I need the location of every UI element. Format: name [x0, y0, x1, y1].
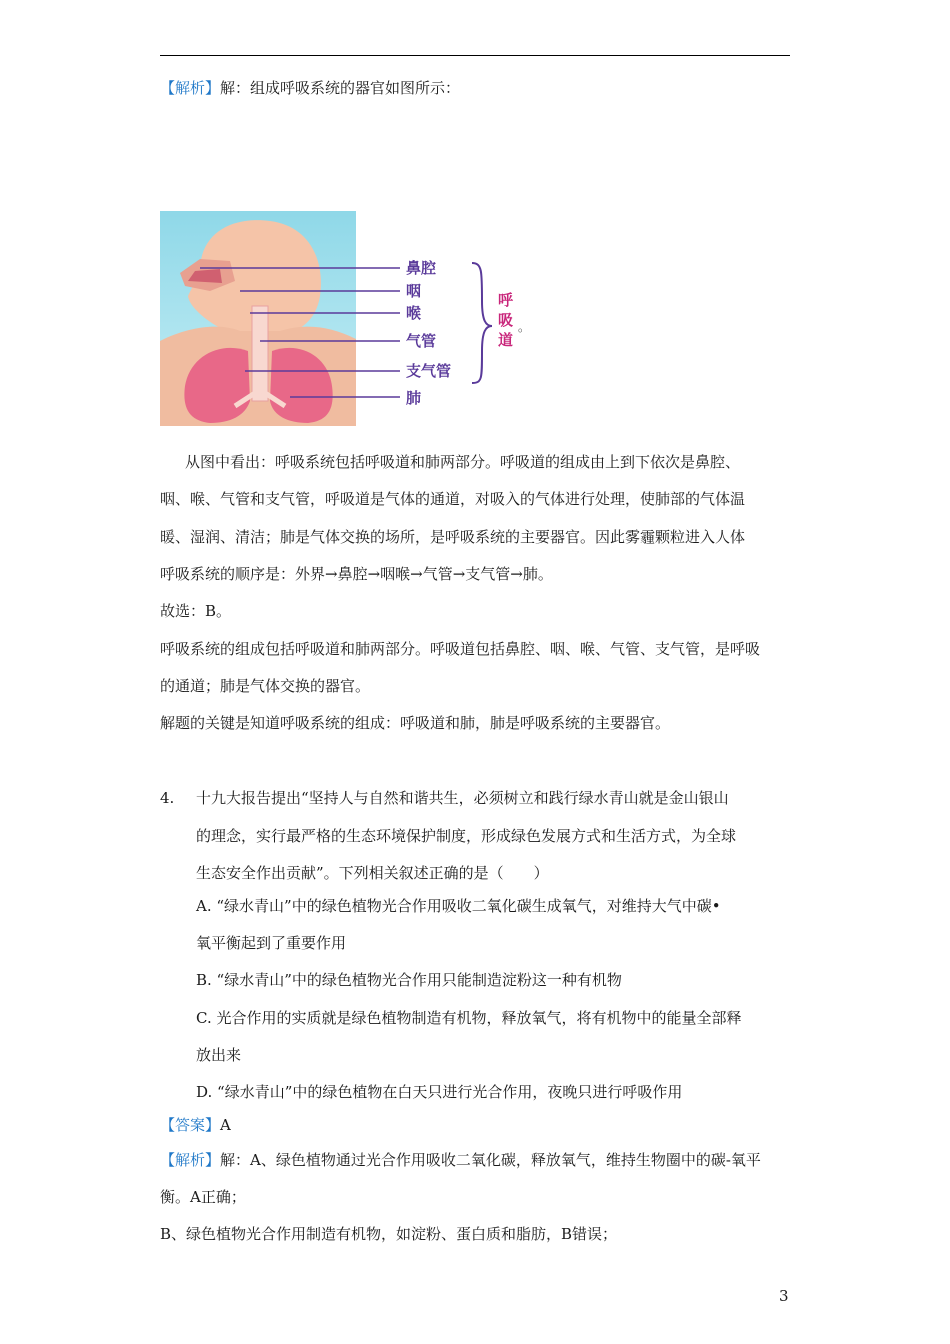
respiratory-tract-brace — [472, 263, 492, 383]
option-d-line: D. “绿水青山”中的绿色植物在白天只进行光合作用，夜晚只进行呼吸作用 — [196, 1083, 683, 1101]
option-a-line-1: A. “绿水青山”中的绿色植物光合作用吸收二氧化碳生成氧气，对维持大气中碳• — [196, 897, 721, 915]
paragraph1-line-3: 暖、湿润、清洁；肺是气体交换的场所，是呼吸系统的主要器官。因此雾霾颗粒进入人体 — [160, 528, 746, 546]
label-trachea: 气管 — [406, 332, 437, 350]
analysis-tag: 【解析】 — [160, 79, 221, 97]
analysis2-line-2: 衡。A正确； — [160, 1188, 246, 1206]
analysis2-text-1: 解：A、绿色植物通过光合作用吸收二氧化碳，释放氧气，维持生物圈中的碳-氧平 — [220, 1151, 761, 1169]
answer-tag: 【答案】 — [160, 1116, 221, 1134]
header-rule — [160, 55, 790, 56]
label-larynx: 喉 — [406, 304, 422, 322]
question4-line-1: 十九大报告提出“坚持人与自然和谐共生，必须树立和践行绿水青山就是金山银山 — [196, 789, 729, 807]
label-bronchus: 支气管 — [406, 362, 452, 380]
group-label-2: 吸 — [498, 311, 514, 329]
trachea-shape — [252, 306, 268, 401]
analysis-intro-line — [160, 78, 460, 98]
page-number: 3 — [779, 1287, 789, 1305]
group-label-1: 呼 — [498, 291, 514, 309]
label-nasal-cavity: 鼻腔 — [406, 259, 437, 277]
paragraph1-line-1: 从图中看出：呼吸系统包括呼吸道和肺两部分。呼吸道的组成由上到下依次是鼻腔、 — [185, 453, 741, 471]
key-line: 解题的关键是知道呼吸系统的组成：呼吸道和肺，肺是呼吸系统的主要器官。 — [160, 714, 671, 732]
answer-value: A — [220, 1116, 231, 1134]
analysis-intro-text: 解：组成呼吸系统的器官如图所示： — [220, 79, 461, 97]
option-a-line-2: 氧平衡起到了重要作用 — [196, 934, 347, 952]
question4-number: 4. — [160, 789, 175, 807]
diagram-period: 。 — [518, 320, 530, 334]
respiratory-system-diagram — [160, 211, 530, 431]
paragraph2-line-2: 的通道；肺是气体交换的器官。 — [160, 677, 371, 695]
paragraph1-line-2: 咽、喉、气管和支气管，呼吸道是气体的通道，对吸入的气体进行处理，使肺部的气体温 — [160, 490, 746, 508]
analysis2-line-1 — [160, 1150, 761, 1170]
respiratory-diagram-svg — [160, 211, 530, 431]
option-c-line-2: 放出来 — [196, 1046, 242, 1064]
analysis2-tag: 【解析】 — [160, 1151, 221, 1169]
label-pharynx: 咽 — [406, 282, 422, 300]
group-label-3: 道 — [498, 331, 514, 349]
question4-line-3: 生态安全作出贡献”。下列相关叙述正确的是（ ） — [196, 864, 549, 882]
option-b-line: B. “绿水青山”中的绿色植物光合作用只能制造淀粉这一种有机物 — [196, 971, 622, 989]
label-lung: 肺 — [406, 389, 422, 407]
option-c-line-1: C. 光合作用的实质就是绿色植物制造有机物，释放氧气，将有机物中的能量全部释 — [196, 1009, 742, 1027]
choice-line: 故选：B。 — [160, 602, 232, 620]
question4-line-2: 的理念，实行最严格的生态环境保护制度，形成绿色发展方式和生活方式，为全球 — [196, 827, 737, 845]
paragraph1-line-4: 呼吸系统的顺序是：外界→鼻腔→咽喉→气管→支气管→肺。 — [160, 565, 553, 583]
paragraph2-line-1: 呼吸系统的组成包括呼吸道和肺两部分。呼吸道包括鼻腔、咽、喉、气管、支气管，是呼吸 — [160, 640, 761, 658]
analysis2-line-3: B、绿色植物光合作用制造有机物，如淀粉、蛋白质和脂肪，B错误； — [160, 1225, 618, 1243]
answer-line — [160, 1115, 231, 1135]
